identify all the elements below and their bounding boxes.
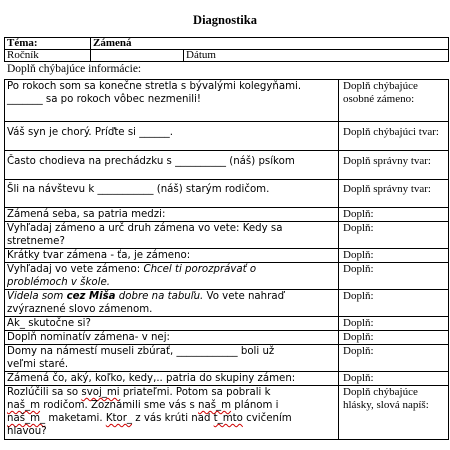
question-cell: Rozlúčili sa so svoj_mi priateľmi. Potom sa pobrali k naš_m rodičom. Zoznámili sme vás s naš_m plánom i naš_m_ maketami. Ktor_ z vás krúti nad t_mto cvičením hlavou? <box>5 386 339 440</box>
question-row <box>5 180 449 208</box>
question-cell: Váš syn je chorý. Príďte si ______. <box>5 122 339 151</box>
answer-cell: Doplň chýbajúce osobné zámeno: <box>339 80 449 122</box>
questions-table <box>4 79 449 440</box>
question-row <box>5 222 449 249</box>
answer-cell: Doplň správny tvar: <box>339 180 449 208</box>
answer-cell: Doplň: <box>339 372 449 386</box>
question-cell: Krátky tvar zámena - ťa, je zámeno: <box>5 249 339 263</box>
header-table <box>4 37 449 62</box>
answer-cell: Doplň správny tvar: <box>339 151 449 180</box>
question-row <box>5 331 449 345</box>
question-row <box>5 122 449 151</box>
answer-cell: Doplň: <box>339 263 449 290</box>
answer-cell: Doplň: <box>339 331 449 345</box>
question-cell: Domy na námestí museli zbúrať, ____________ boli už veľmi staré. <box>5 345 339 372</box>
question-cell: Šli na návštevu k ___________ (náš) starým rodičom. <box>5 180 339 208</box>
rocnik-value <box>91 50 184 62</box>
question-cell: Ak_ skutočne si? <box>5 317 339 331</box>
question-row <box>5 208 449 222</box>
answer-cell: Doplň: <box>339 317 449 331</box>
question-row <box>5 386 449 440</box>
answer-cell: Doplň: <box>339 208 449 222</box>
question-row <box>5 151 449 180</box>
answer-cell: Doplň: <box>339 290 449 317</box>
tema-value: Zámená <box>91 38 449 50</box>
answer-cell: Doplň: <box>339 249 449 263</box>
question-row <box>5 372 449 386</box>
question-row <box>5 249 449 263</box>
question-cell: Zámená čo, aký, koľko, kedy,.. patria do skupiny zámen: <box>5 372 339 386</box>
answer-cell: Doplň: <box>339 222 449 249</box>
datum-label: Dátum <box>184 50 449 62</box>
answer-cell: Doplň: <box>339 345 449 372</box>
question-cell: Videla som cez Mišа dobre na tabuľu. Vo vete nahraď zvýraznené slovo zámenom. <box>5 290 339 317</box>
question-cell: Doplň nominatív zámena- v nej: <box>5 331 339 345</box>
tema-label: Téma: <box>5 38 91 50</box>
question-cell: Často chodieva na prechádzku s __________ (náš) psíkom <box>5 151 339 180</box>
question-row <box>5 263 449 290</box>
question-row <box>5 317 449 331</box>
answer-cell: Doplň chýbajúci tvar: <box>339 122 449 151</box>
document-title: Diagnostika <box>193 13 257 27</box>
question-cell: Vyhľadaj vo vete zámeno: Chcel ti porozprávať o problémoch v škole. <box>5 263 339 290</box>
question-row <box>5 290 449 317</box>
question-row <box>5 345 449 372</box>
question-cell: Zámená seba, sa patria medzi: <box>5 208 339 222</box>
instruction-text: Doplň chýbajúce informácie: <box>7 63 142 75</box>
question-row <box>5 80 449 122</box>
rocnik-label: Ročník <box>5 50 91 62</box>
question-cell: Po rokoch som sa konečne stretla s bývalými kolegyňami. _______ sa po rokoch vôbec nezmenili! <box>5 80 339 122</box>
question-cell: Vyhľadaj zámeno a urč druh zámena vo vete: Kedy sa stretneme? <box>5 222 339 249</box>
answer-cell: Doplň chýbajúce hlásky, slová napíš: <box>339 386 449 440</box>
